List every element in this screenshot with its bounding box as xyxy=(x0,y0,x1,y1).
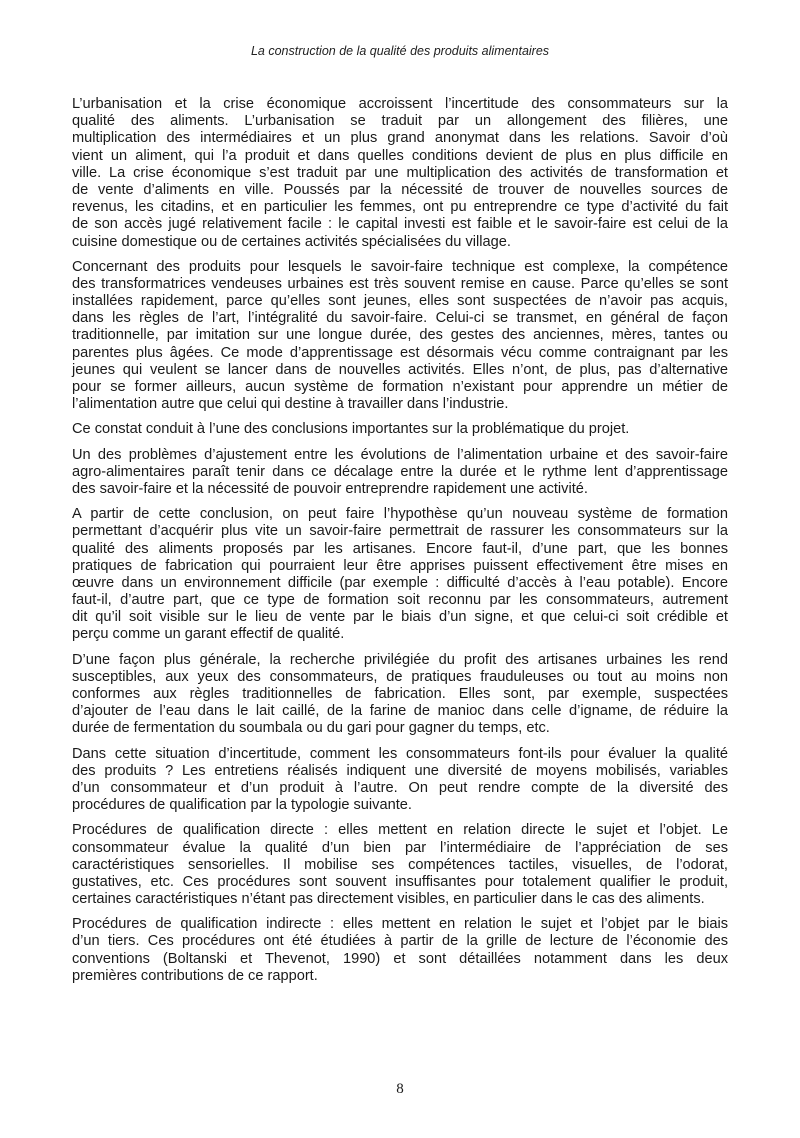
text-line: de vente d’aliments en ville. Poussés par la nécessité de trouver de nouvelles sources de xyxy=(72,181,728,198)
text-line: cuisine domestique ou de certaines activités spécialisées du village. xyxy=(72,233,511,250)
text-line: Procédures de qualification indirecte : elles mettent en relation le sujet et l’objet par le biais xyxy=(72,916,728,933)
text-line: ville. La crise économique s’est traduit par une multiplication des activités de transformation et xyxy=(72,164,728,181)
text-line: durée de fermentation du soumbala ou du gari pour gagner du temps, etc. xyxy=(72,720,550,737)
text-line: Concernant des produits pour lesquels le savoir-faire technique est complexe, la compétence xyxy=(72,258,728,275)
text-line: des produits ? Les entretiens réalisés indiquent une diversité de moyens mobilisés, variables xyxy=(72,762,728,779)
text-line: multiplication des intermédiaires et un plus grand anonymat dans les relations. Savoir d’où xyxy=(72,130,728,147)
text-line: installées rapidement, parce qu’elles sont jeunes, elles sont suspectées de n’avoir pas acquis, xyxy=(72,293,728,310)
text-line: revenus, les citadins, et en particulier les femmes, ont pu entreprendre ce type d’activité du fait xyxy=(72,199,728,216)
text-line: traditionnelle, par imitation sur une longue durée, des gestes des anciennes, mères, tantes ou xyxy=(72,327,728,344)
text-line: qualité des aliments. L’urbanisation se traduit par un allongement des filières, une xyxy=(72,113,728,130)
paragraph xyxy=(72,421,728,438)
text-line: vient un aliment, qui l’a produit et dans quelles conditions devient de plus en plus difficile en xyxy=(72,147,728,164)
text-line: qualité des aliments proposés par les artisanes. Encore faut-il, d’une part, que les bonnes xyxy=(72,540,728,557)
text-line: des transformatrices vendeuses urbaines est très souvent remise en cause. Parce qu’elles se sont xyxy=(72,275,728,292)
text-line: Ce constat conduit à l’une des conclusions importantes sur la problématique du projet. xyxy=(72,421,630,438)
body-text xyxy=(72,96,728,993)
text-line: certaines caractéristiques n’étant pas directement visibles, en particulier dans le cas des aliments. xyxy=(72,891,705,908)
paragraph xyxy=(72,259,728,414)
text-line: conventions (Boltanski et Thevenot, 1990) et sont détaillées notamment dans les deux xyxy=(72,950,728,967)
paragraph xyxy=(72,96,728,251)
text-line: Un des problèmes d’ajustement entre les évolutions de l’alimentation urbaine et des savoir-faire xyxy=(72,446,728,463)
text-line: A partir de cette conclusion, on peut faire l’hypothèse qu’un nouveau système de formation xyxy=(72,506,728,523)
text-line: l’alimentation autre que celui qui destine à travailler dans l’industrie. xyxy=(72,396,509,413)
text-line: œuvre dans un environnement difficile (par exemple : difficulté d’accès à l’eau potable). Encore xyxy=(72,574,728,591)
text-line: d’un consommateur et d’un produit à l’autre. On peut rendre compte de la diversité des xyxy=(72,779,728,796)
page-number: 8 xyxy=(396,1081,404,1097)
text-line: caractéristiques sensorielles. Il mobilise ses compétences tactiles, visuelles, de l’odorat, xyxy=(72,856,728,873)
text-line: pratiques de fabrication qui pourraient leur être apprises puissent effectivement être mises en xyxy=(72,557,728,574)
text-line: parentes plus âgées. Ce mode d’apprentissage est désormais vécu comme contraignant par les xyxy=(72,344,728,361)
paragraph xyxy=(72,916,728,985)
text-line: procédures de qualification par la typologie suivante. xyxy=(72,797,412,814)
text-line: susceptibles, aux yeux des consommateurs, de pratiques frauduleuses ou tout au moins non xyxy=(72,668,728,685)
running-header: La construction de la qualité des produits alimentaires xyxy=(250,44,550,58)
paragraph xyxy=(72,652,728,738)
text-line: pour se former ailleurs, aucun système de formation n’existant pour apprendre un métier de xyxy=(72,379,728,395)
text-line: Dans cette situation d’incertitude, comment les consommateurs font-ils pour évaluer la qualité xyxy=(72,745,728,762)
text-line: gustatives, etc. Ces procédures sont souvent insuffisantes pour totalement qualifier le produit, xyxy=(72,873,728,890)
text-line: de son accès jugé relativement facile : le capital investi est faible et le savoir-faire est celui de la xyxy=(72,216,728,233)
paragraph xyxy=(72,822,728,908)
text-line: agro-alimentaires paraît tenir dans ce décalage entre la durée et le rythme lent d’apprentissage xyxy=(72,463,728,480)
text-line: consommateur évalue la qualité d’un bien par l’intermédiaire de l’appréciation de ses xyxy=(72,839,728,856)
text-line: faut-il, d’autre part, que ce type de formation soit reconnu par les consommateurs, autrement xyxy=(72,592,728,609)
paragraph xyxy=(72,447,728,499)
text-line: des savoir-faire et la nécessité de pouvoir entreprendre rapidement une activité. xyxy=(72,480,588,497)
text-line: permettant d’acquérir plus vite un savoir-faire permettrait de rassurer les consommateurs sur la xyxy=(72,523,728,540)
text-line: L’urbanisation et la crise économique accroissent l’incertitude des consommateurs sur la xyxy=(72,96,728,112)
text-line: dit qu’il soit visible sur le lieu de vente par le biais d’un signe, et que celui-ci soit crédible et xyxy=(72,609,728,626)
text-line: premières contributions de ce rapport. xyxy=(72,967,318,984)
text-line: d’un tiers. Ces procédures ont été étudiées à partir de la grille de lecture de l’économie des xyxy=(72,933,728,950)
text-line: Procédures de qualification directe : elles mettent en relation directe le sujet et l’objet. Le xyxy=(72,822,728,839)
text-line: conformes aux règles traditionnelles de fabrication. Elles sont, par exemple, suspectées xyxy=(72,686,728,702)
paragraph xyxy=(72,506,728,644)
text-line: D’une façon plus générale, la recherche privilégiée du profit des artisanes urbaines les rend xyxy=(72,651,728,668)
paragraph xyxy=(72,746,728,815)
text-line: perçu comme un garant effectif de qualité. xyxy=(72,626,345,643)
text-line: dans les règles de l’art, l’intégralité du savoir-faire. Celui-ci se transmet, en général de façon xyxy=(72,310,728,327)
text-line: jeunes qui veulent se lancer dans de nouvelles activités. Elles n’ont, de plus, pas d’alternative xyxy=(72,361,728,378)
text-line: d’ajouter de l’eau dans le lait caillé, de la farine de manioc dans celle d’igname, de réduire la xyxy=(72,703,728,720)
